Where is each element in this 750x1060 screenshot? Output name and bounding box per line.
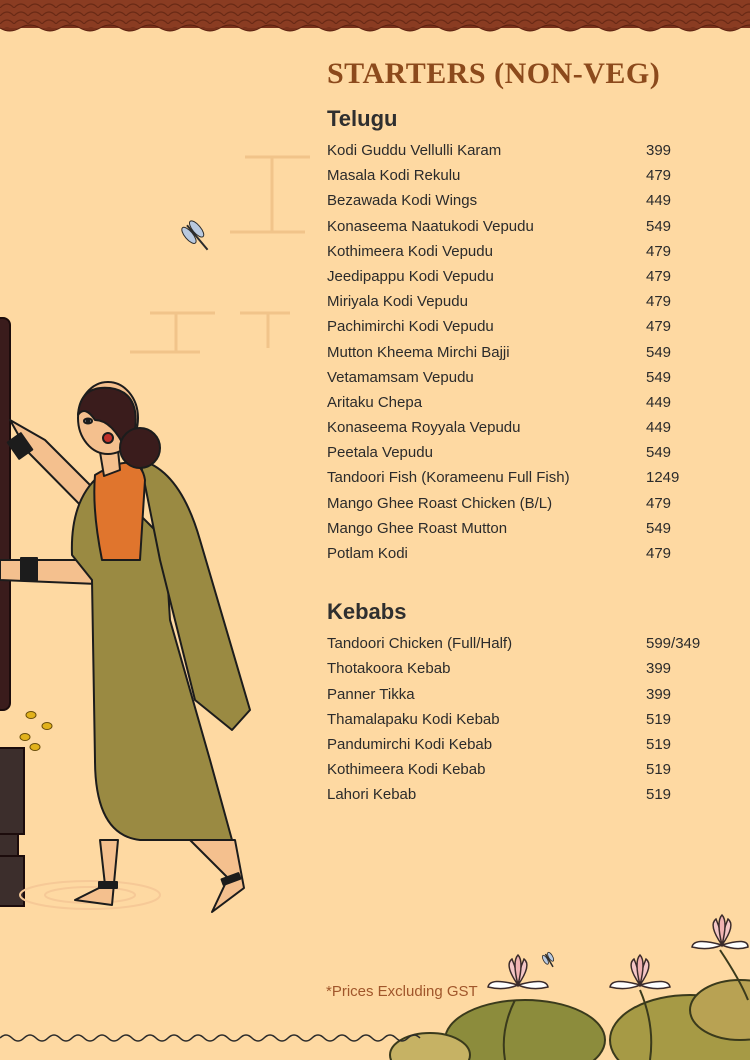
item-name: Miriyala Kodi Vepudu	[327, 293, 468, 311]
item-price: 449	[646, 419, 672, 437]
menu-item	[327, 188, 737, 213]
item-price: 599/349	[646, 635, 701, 653]
item-name: Peetala Vepudu	[327, 444, 433, 462]
wall-pattern	[130, 157, 310, 352]
menu-item	[327, 340, 737, 365]
menu-item	[327, 214, 737, 239]
item-price: 479	[646, 293, 672, 311]
menu-item	[327, 163, 737, 188]
item-name: Tandoori Chicken (Full/Half)	[327, 635, 513, 653]
item-name: Potlam Kodi	[327, 545, 408, 562]
menu-item	[327, 682, 737, 707]
item-name: Kothimeera Kodi Kebab	[327, 761, 486, 779]
item-name: Masala Kodi Rekulu	[327, 167, 461, 185]
item-price: 479	[646, 545, 672, 562]
item-price: 519	[646, 786, 672, 804]
item-price: 519	[646, 710, 672, 728]
menu-item	[327, 239, 737, 264]
item-name: Konaseema Royyala Vepudu	[327, 419, 521, 437]
menu-list-telugu	[327, 138, 737, 566]
prices-note: *Prices Excluding GST	[326, 983, 478, 1000]
item-price: 549	[646, 368, 672, 386]
item-name: Mutton Kheema Mirchi Bajji	[327, 343, 510, 361]
dragonfly-icon	[541, 951, 557, 969]
item-price: 399	[646, 142, 672, 159]
menu-item	[327, 365, 737, 390]
item-price: 549	[646, 519, 672, 537]
menu-item	[327, 757, 737, 782]
item-name: Bezawada Kodi Wings	[327, 192, 478, 210]
menu-item	[327, 138, 737, 163]
item-price: 479	[646, 318, 672, 336]
item-price: 519	[646, 735, 672, 753]
item-name: Panner Tikka	[327, 685, 415, 703]
woman-grinding-illustration	[0, 382, 250, 912]
item-name: Vetamamsam Vepudu	[327, 368, 474, 386]
item-price: 449	[646, 393, 672, 411]
item-name: Jeedipappu Kodi Vepudu	[327, 267, 494, 285]
menu-item	[327, 264, 737, 289]
menu-item	[327, 289, 737, 314]
menu-item	[327, 415, 737, 440]
item-name: Konaseema Naatukodi Vepudu	[327, 217, 534, 235]
menu-list-kebabs	[327, 631, 737, 807]
menu-item	[327, 631, 737, 656]
menu-item	[327, 732, 737, 757]
item-price: 549	[646, 343, 672, 361]
item-name: Kodi Guddu Vellulli Karam	[327, 142, 502, 159]
lotus-pond-illustration	[390, 950, 750, 1060]
item-price: 549	[646, 217, 672, 235]
item-price: 549	[646, 444, 672, 462]
menu-item	[327, 390, 737, 415]
item-price: 449	[646, 192, 672, 210]
menu-item	[327, 541, 737, 566]
item-name: Pandumirchi Kodi Kebab	[327, 735, 493, 753]
lotus-icon	[488, 915, 748, 989]
item-name: Thotakoora Kebab	[327, 660, 451, 678]
item-name: Pachimirchi Kodi Vepudu	[327, 318, 494, 336]
section-title-telugu: Telugu	[327, 106, 398, 131]
item-price: 519	[646, 761, 672, 779]
section-title-kebabs: Kebabs	[327, 599, 407, 625]
item-name: Mango Ghee Roast Mutton	[327, 519, 508, 537]
item-price: 399	[646, 685, 672, 703]
item-name: Kothimeera Kodi Vepudu	[327, 242, 493, 260]
item-price: 479	[646, 242, 672, 260]
menu-item	[327, 465, 737, 490]
menu-item	[327, 440, 737, 465]
menu-item	[327, 314, 737, 339]
dragonfly-icon	[179, 219, 214, 256]
menu-item	[327, 707, 737, 732]
menu-item	[327, 782, 737, 807]
item-price: 1249	[646, 469, 680, 487]
menu-item	[327, 656, 737, 681]
item-name: Tandoori Fish (Korameenu Full Fish)	[327, 469, 570, 487]
menu-item	[327, 516, 737, 541]
item-price: 479	[646, 167, 672, 185]
menu-item	[327, 491, 737, 516]
item-price: 479	[646, 267, 672, 285]
item-price: 479	[646, 494, 672, 512]
item-name: Thamalapaku Kodi Kebab	[327, 710, 500, 728]
item-name: Mango Ghee Roast Chicken (B/L)	[327, 494, 553, 512]
item-name: Lahori Kebab	[327, 786, 417, 804]
item-name: Aritaku Chepa	[327, 393, 423, 411]
wave-border-icon	[0, 1035, 420, 1041]
item-price: 399	[646, 660, 672, 678]
menu-panel	[327, 56, 737, 808]
page-title: STARTERS (NON-VEG)	[327, 57, 661, 90]
